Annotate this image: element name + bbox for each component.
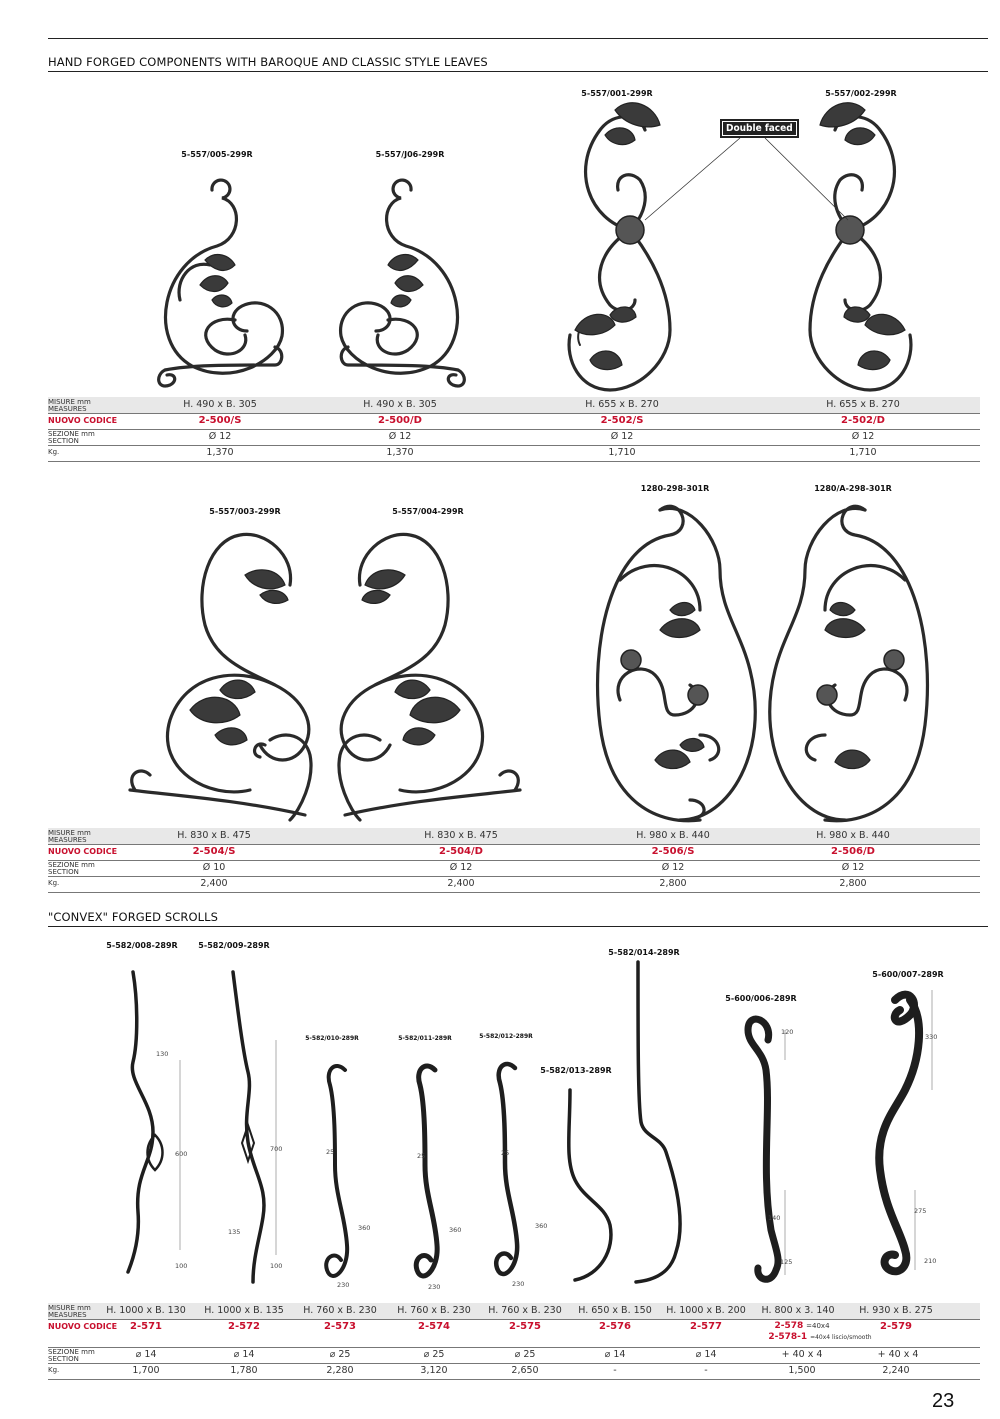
- row-label-code: NUOVO CODICE: [48, 416, 118, 425]
- row-label-code: NUOVO CODICE: [48, 847, 118, 856]
- row-label-section: SEZIONE mm SECTION: [48, 430, 95, 445]
- row-label-code: NUOVO CODICE: [48, 1322, 118, 1331]
- kg-cell: 1,370: [206, 447, 234, 458]
- section-cell: Ø 10: [202, 862, 226, 873]
- double-faced-badge: Double faced: [720, 119, 799, 138]
- measures-cell: H. 760 x B. 230: [397, 1305, 471, 1316]
- measures-cell: H. 830 x B. 475: [177, 830, 251, 841]
- item-ref: 1280/A-298-301R: [814, 484, 892, 493]
- kg-cell: 1,780: [230, 1365, 258, 1376]
- dimension-label: 330: [925, 1033, 938, 1041]
- dimension-label: 700: [270, 1145, 283, 1153]
- item-ref: 5-600/006-289R: [725, 994, 797, 1003]
- row-label-kg: Kg.: [48, 448, 60, 456]
- section-cell: ⌀ 14: [135, 1349, 157, 1360]
- code-cell-2578-1: 2-578-1 =40x4 liscio/smooth: [768, 1332, 872, 1342]
- measures-cell: H. 1000 x B. 130: [106, 1305, 186, 1316]
- item-ref: 5-582/008-289R: [106, 941, 178, 950]
- code-cell: 2-571: [130, 1321, 162, 1332]
- code-cell: 2-574: [418, 1321, 450, 1332]
- section-cell: ⌀ 25: [423, 1349, 445, 1360]
- dimension-label: 25: [326, 1148, 335, 1156]
- item-ref: 1280-298-301R: [640, 484, 710, 493]
- measures-cell: H. 490 x B. 305: [183, 399, 257, 410]
- measures-cell: H. 655 x B. 270: [826, 399, 900, 410]
- code-cell: 2-506/D: [831, 846, 875, 857]
- dimension-label: 25: [417, 1152, 426, 1160]
- measures-cell: H. 760 x B. 230: [303, 1305, 377, 1316]
- kg-cell: -: [613, 1365, 617, 1376]
- kg-cell: 1,700: [132, 1365, 160, 1376]
- measures-cell: H. 800 x 3. 140: [761, 1305, 835, 1316]
- code-cell: 2-500/S: [198, 415, 242, 426]
- section-cell: Ø 12: [388, 431, 412, 442]
- dimension-label: 140: [768, 1214, 781, 1222]
- dimension-label: 100: [270, 1262, 283, 1270]
- measures-cell: H. 980 x B. 440: [636, 830, 710, 841]
- item-ref: 5-557/J06-299R: [375, 150, 445, 159]
- item-ref: 5-557/001-299R: [581, 89, 653, 98]
- code-cell: 2-502/S: [600, 415, 644, 426]
- kg-cell: 2,400: [200, 878, 228, 889]
- measures-cell: H. 655 x B. 270: [585, 399, 659, 410]
- page-number: 23: [932, 1390, 955, 1412]
- code-cell: 2-572: [228, 1321, 260, 1332]
- code-cell: 2-579: [880, 1321, 912, 1332]
- kg-cell: 2,400: [447, 878, 475, 889]
- dimension-label: 230: [337, 1281, 350, 1289]
- item-ref: 5-582/013-289R: [540, 1066, 612, 1075]
- row-label-section: SEZIONE mm SECTION: [48, 861, 95, 876]
- dimension-label: 360: [535, 1222, 548, 1230]
- item-ref: 5-557/005-299R: [181, 150, 253, 159]
- dimension-label: 230: [512, 1280, 525, 1288]
- dimension-label: 230: [428, 1283, 441, 1291]
- measures-cell: H. 760 x B. 230: [488, 1305, 562, 1316]
- measures-cell: H. 490 x B. 305: [363, 399, 437, 410]
- section-cell: ⌀ 14: [233, 1349, 255, 1360]
- section-cell: + 40 x 4: [877, 1349, 919, 1360]
- dimension-label: 360: [358, 1224, 371, 1232]
- section3-title: "CONVEX" FORGED SCROLLS: [48, 910, 219, 924]
- dimension-label: 125: [780, 1258, 793, 1266]
- kg-cell: 1,710: [608, 447, 636, 458]
- section-cell: ⌀ 25: [329, 1349, 351, 1360]
- code-cell: 2-504/D: [439, 846, 483, 857]
- section-cell: Ø 12: [208, 431, 232, 442]
- item-ref: 5-582/011-289R: [398, 1035, 452, 1042]
- kg-cell: 3,120: [420, 1365, 448, 1376]
- row-label-measures: MISURE mm MEASURES: [48, 829, 91, 844]
- section-cell: + 40 x 4: [781, 1349, 823, 1360]
- code-cell: 2-504/S: [192, 846, 236, 857]
- section-cell: Ø 12: [449, 862, 473, 873]
- row-label-kg: Kg.: [48, 879, 60, 887]
- code-cell: 2-506/S: [651, 846, 695, 857]
- code-cell: 2-500/D: [378, 415, 422, 426]
- kg-cell: 2,650: [511, 1365, 539, 1376]
- section-cell: ⌀ 14: [604, 1349, 626, 1360]
- row-label-section: SEZIONE mm SECTION: [48, 1348, 95, 1363]
- section-cell: Ø 12: [610, 431, 634, 442]
- item-ref: 5-557/004-299R: [392, 507, 464, 516]
- kg-cell: 2,280: [326, 1365, 354, 1376]
- section-cell: ⌀ 14: [695, 1349, 717, 1360]
- row-label-measures: MISURE mm MEASURES: [48, 1304, 91, 1319]
- dimension-label: 210: [924, 1257, 937, 1265]
- item-ref: 5-600/007-289R: [872, 970, 944, 979]
- code-cell: 2-576: [599, 1321, 631, 1332]
- item-ref: 5-557/002-299R: [825, 89, 897, 98]
- code-cell: 2-502/D: [841, 415, 885, 426]
- item-ref: 5-582/009-289R: [198, 941, 270, 950]
- measures-cell: H. 650 x B. 150: [578, 1305, 652, 1316]
- kg-cell: 1,370: [386, 447, 414, 458]
- code-cell: 2-575: [509, 1321, 541, 1332]
- dimension-label: 130: [156, 1050, 169, 1058]
- dimension-label: 600: [175, 1150, 188, 1158]
- kg-cell: 2,240: [882, 1365, 910, 1376]
- dimension-label: 135: [228, 1228, 241, 1236]
- code-cell: 2-573: [324, 1321, 356, 1332]
- kg-cell: -: [704, 1365, 708, 1376]
- section-cell: Ø 12: [851, 431, 875, 442]
- section-cell: ⌀ 25: [514, 1349, 536, 1360]
- row-label-measures: MISURE mm MEASURES: [48, 398, 91, 413]
- dimension-label: 275: [914, 1207, 927, 1215]
- row-label-kg: Kg.: [48, 1366, 60, 1374]
- measures-cell: H. 1000 x B. 200: [666, 1305, 746, 1316]
- code-cell-2578: 2-578 =40x4: [774, 1321, 830, 1331]
- item-ref: 5-582/014-289R: [608, 948, 680, 957]
- measures-cell: H. 1000 x B. 135: [204, 1305, 284, 1316]
- item-ref: 5-557/003-299R: [209, 507, 281, 516]
- section1-title: HAND FORGED COMPONENTS WITH BAROQUE AND CLASSIC STYLE LEAVES: [48, 55, 488, 69]
- dimension-label: 360: [449, 1226, 462, 1234]
- dimension-label: 120: [781, 1028, 794, 1036]
- section-cell: Ø 12: [841, 862, 865, 873]
- measures-cell: H. 830 x B. 475: [424, 830, 498, 841]
- section-cell: Ø 12: [661, 862, 685, 873]
- measures-cell: H. 930 x B. 275: [859, 1305, 933, 1316]
- code-cell: 2-577: [690, 1321, 722, 1332]
- item-ref: 5-582/012-289R: [479, 1033, 533, 1040]
- kg-cell: 2,800: [659, 878, 687, 889]
- kg-cell: 1,500: [788, 1365, 816, 1376]
- measures-cell: H. 980 x B. 440: [816, 830, 890, 841]
- dimension-label: 100: [175, 1262, 188, 1270]
- kg-cell: 2,800: [839, 878, 867, 889]
- dimension-label: 25: [501, 1149, 510, 1157]
- item-ref: 5-582/010-289R: [305, 1035, 359, 1042]
- kg-cell: 1,710: [849, 447, 877, 458]
